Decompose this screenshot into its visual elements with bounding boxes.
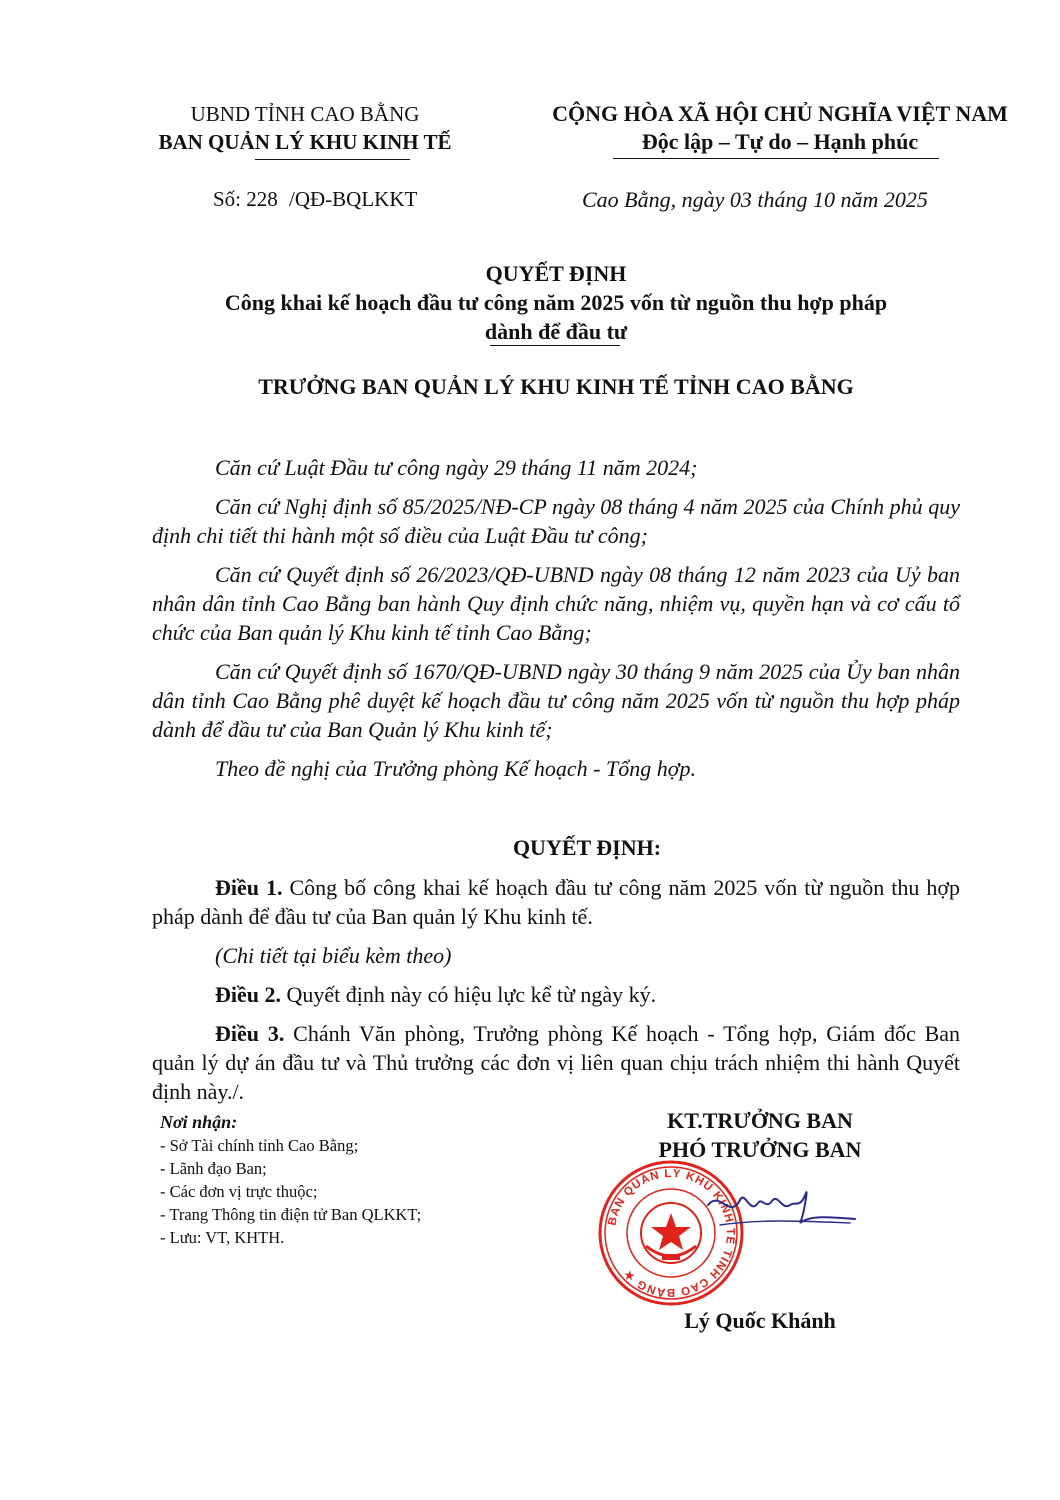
article-label: Điều 2. [215, 982, 281, 1007]
basis-item: Căn cứ Luật Đầu tư công ngày 29 tháng 11 năm 2024; [215, 455, 698, 480]
recipients-heading: Nơi nhận: [160, 1112, 238, 1132]
national-motto: Độc lập – Tự do – Hạnh phúc [641, 129, 919, 154]
signer-name: Lý Quốc Khánh [684, 1308, 836, 1333]
office-underline [255, 159, 410, 160]
number-prefix: Số: [213, 187, 242, 211]
recipient-item: - Lưu: VT, KHTH. [160, 1228, 285, 1247]
article-note: (Chi tiết tại biểu kèm theo) [215, 943, 452, 968]
document-number [213, 187, 417, 212]
article-2: Điều 2. Quyết định này có hiệu lực kể từ ngày ký. [215, 982, 657, 1007]
decision-heading: QUYẾT ĐỊNH: [512, 835, 662, 860]
recipients-block [160, 1110, 560, 1249]
number-suffix: /QĐ-BQLKKT [289, 187, 418, 211]
subject-underline [490, 345, 620, 346]
on-behalf-label: KT.TRƯỞNG BAN [667, 1108, 853, 1133]
signer-position: PHÓ TRƯỞNG BAN [658, 1137, 862, 1162]
basis-item: Căn cứ Quyết định số 1670/QĐ-UBND ngày 30 tháng 9 năm 2025 của Ủy ban nhân dân tỉnh Cao Bằng phê duyệt kế hoạch đầu tư công năm 2025 vốn từ nguồn thu hợp pháp dành để đầu tư của Ban Quản lý Khu kinh tế; [152, 659, 960, 742]
article-1: Điều 1. Công bố công khai kế hoạch đầu tư công năm 2025 vốn từ nguồn thu hợp pháp dành để đầu tư của Ban quản lý Khu kinh tế. [152, 875, 960, 929]
number-value: 228 [246, 187, 278, 211]
issuing-authority: TRƯỞNG BAN QUẢN LÝ KHU KINH TẾ TỈNH CAO BẰNG [258, 374, 854, 399]
recipient-item: - Lãnh đạo Ban; [160, 1159, 267, 1178]
articles [152, 873, 960, 1106]
recipient-item: - Các đơn vị trực thuộc; [160, 1182, 318, 1201]
document-subject-line2: dành để đầu tư [484, 319, 628, 344]
article-label: Điều 1. [215, 875, 283, 900]
motto-underline [613, 158, 939, 159]
document-type: QUYẾT ĐỊNH [485, 261, 627, 286]
recipient-item: - Trang Thông tin điện tử Ban QLKKT; [160, 1205, 422, 1224]
parent-agency: UBND TỈNH CAO BẰNG [190, 102, 420, 126]
legal-bases [152, 453, 960, 783]
signature-title [600, 1106, 920, 1164]
issuing-office: BAN QUẢN LÝ KHU KINH TẾ [158, 130, 452, 154]
recipient-item: - Sở Tài chính tỉnh Cao Bằng; [160, 1136, 359, 1155]
handwritten-signature [700, 1175, 860, 1245]
national-emblem-icon [641, 1203, 701, 1263]
issuing-agency-block [150, 100, 460, 156]
svg-text:BAN QUẢN LÝ KHU KINH TẾ TỈNH C: BAN QUẢN LÝ KHU KINH TẾ TỈNH CAO BẰNG ★ [606, 1167, 737, 1299]
article-3: Điều 3. Chánh Văn phòng, Trưởng phòng Kế hoạch - Tổng hợp, Giám đốc Ban quản lý dự án đầu tư và Thủ trưởng các đơn vị liên quan chịu trách nhiệm thi hành Quyết định này./. [152, 1021, 961, 1104]
document-title [152, 259, 960, 346]
document-subject-line1: Công khai kế hoạch đầu tư công năm 2025 vốn từ nguồn thu hợp pháp [224, 290, 888, 315]
article-label: Điều 3. [215, 1021, 285, 1046]
place-date: Cao Bằng, ngày 03 tháng 10 năm 2025 [582, 187, 928, 212]
basis-item: Theo đề nghị của Trưởng phòng Kế hoạch - Tổng hợp. [215, 756, 696, 781]
national-header [530, 100, 1030, 156]
basis-item: Căn cứ Nghị định số 85/2025/NĐ-CP ngày 08 tháng 4 năm 2025 của Chính phủ quy định chi tiết thi hành một số điều của Luật Đầu tư công; [152, 494, 960, 548]
nation-name: CỘNG HÒA XÃ HỘI CHỦ NGHĨA VIỆT NAM [552, 101, 1008, 126]
basis-item: Căn cứ Quyết định số 26/2023/QĐ-UBND ngày 08 tháng 12 năm 2023 của Uỷ ban nhân dân tỉnh Cao Bằng ban hành Quy định chức năng, nhiệm vụ, quyền hạn và cơ cấu tổ chức của Ban quản lý Khu kinh tế tỉnh Cao Bằng; [152, 562, 960, 645]
